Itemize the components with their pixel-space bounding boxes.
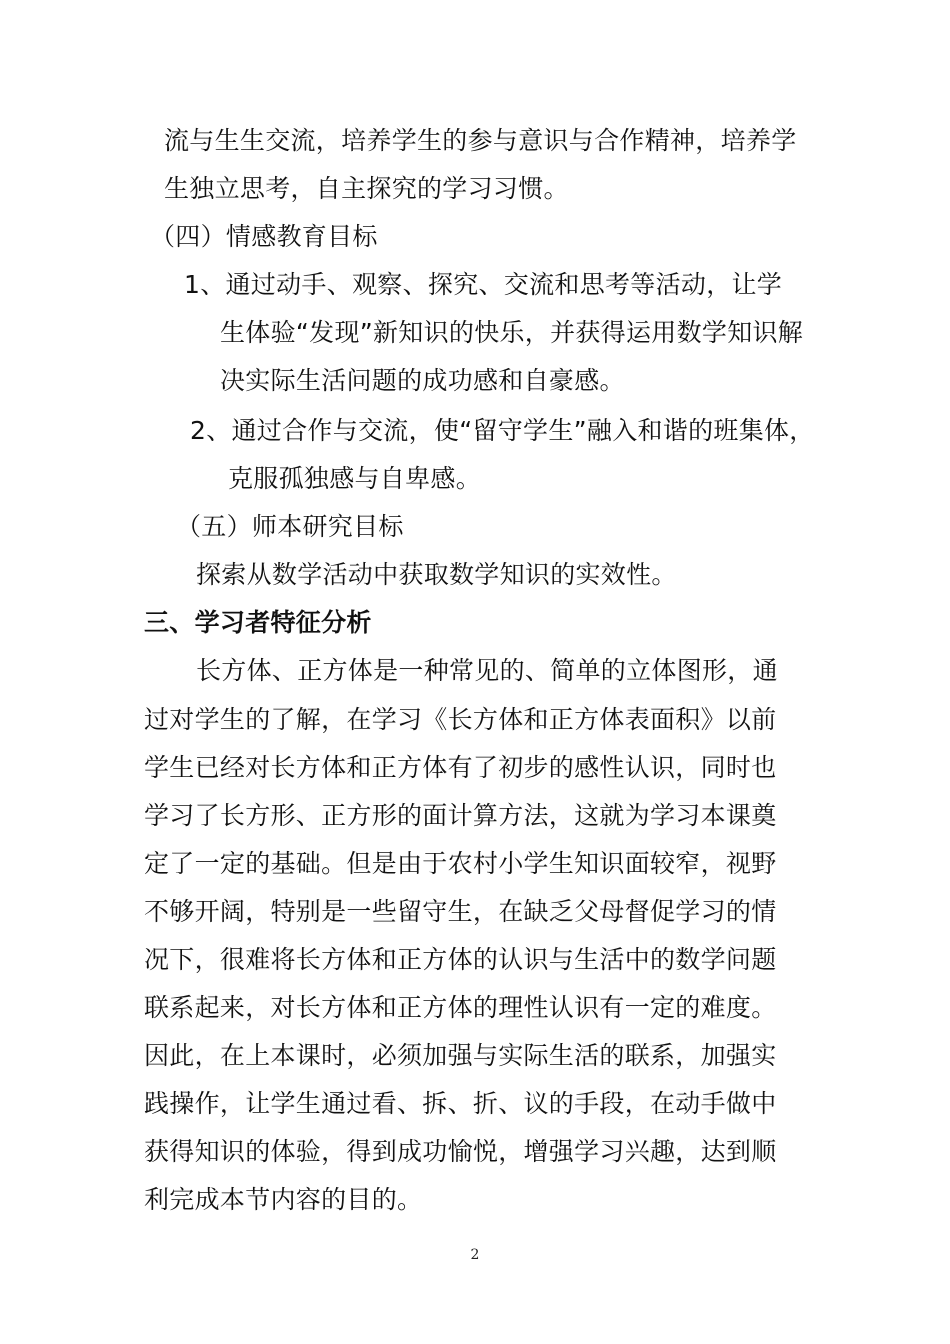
paragraph-line: 践操作，让学生通过看、拆、折、议的手段，在动手做中 — [144, 1089, 777, 1118]
paragraph-line: 定了一定的基础。但是由于农村小学生知识面较窄，视野 — [144, 849, 777, 878]
list-item-continuation: 克服孤独感与自卑感。 — [228, 464, 482, 493]
paragraph-line: 长方体、正方体是一种常见的、简单的立体图形，通 — [196, 656, 778, 685]
paragraph-line: 获得知识的体验，得到成功愉悦，增强学习兴趣，达到顺 — [144, 1137, 777, 1166]
section-heading: （五）师本研究目标 — [176, 512, 404, 541]
paragraph-line: 过对学生的了解，在学习《长方体和正方体表面积》以前 — [144, 705, 777, 734]
paragraph-line: 生独立思考，自主探究的学习习惯。 — [164, 174, 569, 203]
list-item-continuation: 决实际生活问题的成功感和自豪感。 — [220, 366, 625, 395]
list-item: 1、通过动手、观察、探究、交流和思考等活动，让学 — [184, 270, 783, 299]
paragraph-line: 学生已经对长方体和正方体有了初步的感性认识，同时也 — [144, 753, 777, 782]
paragraph-line: 探索从数学活动中获取数学知识的实效性。 — [196, 560, 677, 589]
paragraph-line: 不够开阔，特别是一些留守生，在缺乏父母督促学习的情 — [144, 897, 777, 926]
section-heading: （四）情感教育目标 — [150, 222, 378, 251]
list-item: 2、通过合作与交流，使“留守学生”融入和谐的班集体， — [190, 416, 815, 445]
list-item-continuation: 生体验“发现”新知识的快乐，并获得运用数学知识解 — [220, 318, 804, 347]
paragraph-line: 利完成本节内容的目的。 — [144, 1185, 423, 1214]
page-number: 2 — [470, 1247, 480, 1263]
paragraph-line: 联系起来，对长方体和正方体的理性认识有一定的难度。 — [144, 993, 777, 1022]
paragraph-line: 学习了长方形、正方形的面计算方法，这就为学习本课奠 — [144, 801, 777, 830]
paragraph-line: 况下，很难将长方体和正方体的认识与生活中的数学问题 — [144, 945, 777, 974]
paragraph-line: 因此，在上本课时，必须加强与实际生活的联系，加强实 — [144, 1041, 777, 1070]
paragraph-line: 流与生生交流，培养学生的参与意识与合作精神，培养学 — [164, 126, 797, 155]
chapter-heading: 三、学习者特征分析 — [144, 608, 372, 637]
